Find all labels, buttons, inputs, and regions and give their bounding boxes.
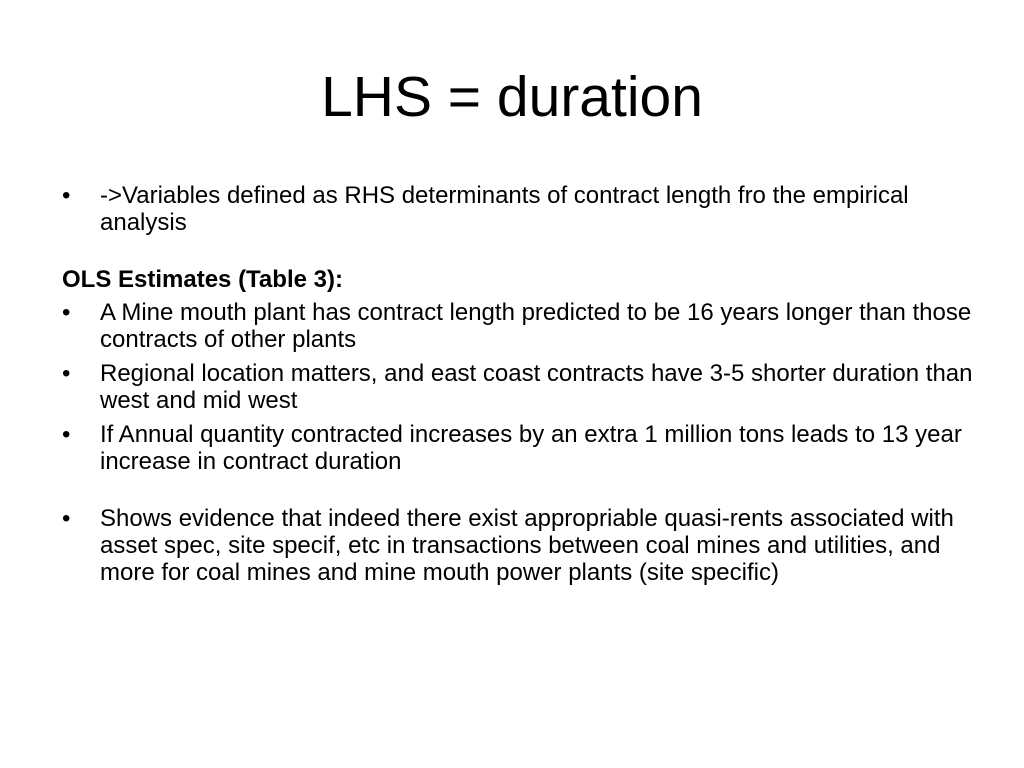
bullet-estimate-2 bbox=[62, 360, 982, 414]
ols-heading: OLS Estimates (Table 3): bbox=[62, 266, 343, 293]
bullet-text: If Annual quantity contracted increases by an extra 1 million tons leads to 13 year increase in contract duration bbox=[100, 421, 962, 475]
bullet-estimate-3 bbox=[62, 421, 982, 475]
bullet-intro bbox=[62, 182, 982, 236]
slide-title: LHS = duration bbox=[321, 65, 703, 129]
bullet-conclusion bbox=[62, 505, 982, 586]
bullet-text: Regional location matters, and east coast contracts have 3-5 shorter duration than west and mid west bbox=[100, 360, 973, 414]
bullet-text: Shows evidence that indeed there exist appropriable quasi-rents associated with asset spec, site specif, etc in transactions between coal mines and utilities, and more for coal mines and mine mouth power plants (site specific) bbox=[100, 505, 954, 586]
bullet-text: ->Variables defined as RHS determinants of contract length fro the empirical analysis bbox=[100, 182, 909, 236]
bullet-glyph: • bbox=[62, 299, 71, 326]
bullet-text: A Mine mouth plant has contract length predicted to be 16 years longer than those contracts of other plants bbox=[100, 299, 972, 353]
bullet-estimate-1 bbox=[62, 299, 982, 353]
bullet-glyph: • bbox=[62, 421, 71, 448]
slide-body bbox=[62, 182, 982, 593]
bullet-glyph: • bbox=[62, 182, 71, 209]
bullet-glyph: • bbox=[62, 360, 71, 387]
bullet-glyph: • bbox=[62, 505, 71, 532]
